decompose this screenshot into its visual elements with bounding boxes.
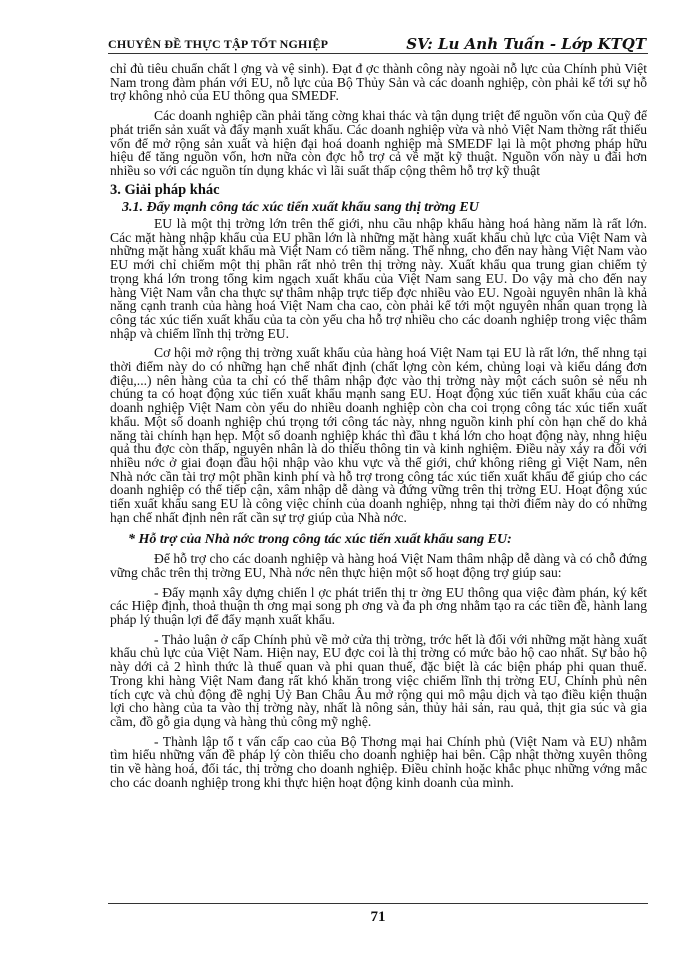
paragraph: Các doanh nghiệp cần phải tăng cờng khai thác và tận dụng triệt để nguồn vốn của Quỹ để phát triển sản xuất và đẩy mạnh xuất khẩu. Các doanh nghiệp vừa và nhỏ Việt Nam thờng rất thiếu vốn để mở rộng sản xuất và hiện đại hoá doanh nghiệp mà SMEDF lại là một phơng pháp hữu hiệu để tăng nguồn vốn, hơn nữa còn đợc hỗ trợ cả về mặt kỹ thuật. Nguồn vốn này u đãi hơn nhiều so với các nguồn tín dụng khác vì lãi suất thấp cộng thêm hỗ trợ kỹ thuật <box>110 108 647 178</box>
page-footer <box>108 903 648 926</box>
paragraph: EU là một thị trờng lớn trên thế giới, nhu cầu nhập khẩu hàng hoá hàng năm là rất lớn. Các mặt hàng nhập khẩu của EU phần lớn là những mặt hàng xuất khẩu chủ lực của Việt Nam và những mặt hàng xuất khẩu mà Việt Nam có tiềm năng. Thế nhng, cho đến nay hàng Việt Nam vào EU mới chỉ chiếm một thị phần rất nhỏ trên thị trờng này. Xuất khẩu qua trung gian chiếm tỷ trọng khá lớn trong tổng kim ngạch xuất khẩu của Việt Nam sang EU. Do vậy mà cho đến nay hàng Việt Nam vẫn cha thực sự thâm nhập trực tiếp đợc nhiều vào EU. Ngoài nguyên nhân là khả năng cạnh tranh của hàng hoá Việt Nam cha cao, còn phải kể tới một nguyên nhân quan trọng là công tác xúc tiến xuất khẩu của ta còn yếu cha hỗ trợ nhiều cho các doanh nghiệp trong việc thâm nhập và chiếm lĩnh thị trờng EU. <box>110 216 647 341</box>
page-body <box>110 62 647 795</box>
paragraph: Để hỗ trợ cho các doanh nghiệp và hàng hoá Việt Nam thâm nhập dễ dàng và có chỗ đứng vững chắc trên thị trờng EU, Nhà nớc nên thực hiện một số hoạt động trợ giúp sau: <box>110 551 647 580</box>
paragraph: chỉ đủ tiêu chuẩn chất l ợng và vệ sinh). Đạt đ ợc thành công này ngoài nỗ lực của Chính phủ Việt Nam trong đàm phán với EU, nỗ lực của Bộ Thủy Sản và các doanh nghiệp, còn phải kể tới sự hỗ trợ không nhỏ của EU thông qua SMEDF. <box>110 61 647 104</box>
list-item: - Thành lập tổ t vấn cấp cao của Bộ Thơng mại hai Chính phủ (Việt Nam và EU) nhằm tìm hiểu những vấn đề pháp lý còn thiếu cho doanh nghiệp hai bên. Cập nhật thờng xuyên thông tin về hàng hoá, đối tác, thị trờng cho doanh nghiệp. Điều chỉnh hoặc khắc phục những vớng mắc cho các doanh nghiệp trong khi thực hiện hoạt động kinh doanh của mình. <box>110 733 647 790</box>
support-heading: * Hỗ trợ của Nhà nớc trong công tác xúc tiến xuất khẩu sang EU: <box>128 531 512 547</box>
page-header <box>108 36 648 54</box>
paragraph: Cơ hội mở rộng thị trờng xuất khẩu của hàng hoá Việt Nam tại EU là rất lớn, thế nhng tại thời điểm này do có những hạn chế nhất định (chất lợng còn kém, chủng loại và kiểu dáng đơn điệu,...) nên hàng của ta chỉ có thể thâm nhập đợc vào thị trờng này một cách suôn sẻ nếu nh chúng ta có hoạt động xúc tiến xuất khẩu mạnh sang EU. Hoạt động xúc tiến xuất khẩu của các doanh nghiệp Việt Nam còn yếu do nhiều doanh nghiệp còn cha coi trọng công tác xúc tiến xuất khẩu. Một số doanh nghiệp chú trọng tới công tác này, nhng nguồn kinh phí còn hạn chế do khả năng tài chính hạn hẹp. Một số doanh nghiệp khác thì đầu t khá lớn cho hoạt động này, nhng hiệu quả thu đợc còn thấp, nguyên nhân là do thiếu thông tin và kinh nghiệm. Điều này xảy ra đối với nhiều nớc ở giai đoạn đầu hội nhập vào khu vực và thế giới, chứ không riêng gì Việt Nam, nên Nhà nớc cần tài trợ một phần kinh phí và hỗ trợ trong công tác xúc tiến xuất khẩu để giúp cho các doanh nghiệp có thể tiếp cận, xâm nhập dễ dàng và đứng vững trên thị trờng EU. Hoạt động xúc tiến xuất khẩu sang EU là công việc chính của doanh nghiệp, nhng tại thời điểm này do có những hạn chế nhất định nên rất cần sự trợ giúp của Nhà nớc. <box>110 345 647 525</box>
section-heading: 3. Giải pháp khác <box>110 181 220 198</box>
page-number: 71 <box>370 909 386 925</box>
header-author: SV: Lu Anh Tuấn - Lớp KTQT <box>406 35 646 53</box>
list-item: - Đẩy mạnh xây dựng chiến l ợc phát triển thị tr ờng EU thông qua việc đàm phán, ký kết các Hiệp định, thoả thuận th ơng mại song ph ơng và đa ph ơng nhằm tạo ra các tiền đề, hành lang pháp lý thuận lợi để đẩy mạnh xuất khẩu. <box>110 584 647 628</box>
list-item: - Thảo luận ở cấp Chính phủ về mở cửa thị trờng, trớc hết là đối với những mặt hàng xuất khẩu chủ lực của Việt Nam. Hiện nay, EU đợc coi là thị trờng có mức bảo hộ cao nhất. Sự bảo hộ này dới cả 2 hình thức là thuế quan và phi quan thuế, đặc biệt là các biện pháp phi quan thuế. Trong khi hàng Việt Nam đang rất khó khăn trong việc chiếm lĩnh thị trờng EU, Chính phủ nên tích cực và chủ động đề nghị Uỷ Ban Châu Âu mở rộng qui mô mậu dịch và tạo điều kiện thuận lợi cho hàng của ta vào thị trờng này, nhất là nông sản, thủy hải sản, rau quả, thịt gia súc và gia cầm, đồ gỗ gia dụng và hàng thủ công mỹ nghệ. <box>110 631 647 729</box>
subsection-heading: 3.1. Đẩy mạnh công tác xúc tiến xuất khẩu sang thị trờng EU <box>122 200 479 216</box>
header-title: CHUYÊN ĐỀ THỰC TẬP TỐT NGHIỆP <box>108 37 329 51</box>
